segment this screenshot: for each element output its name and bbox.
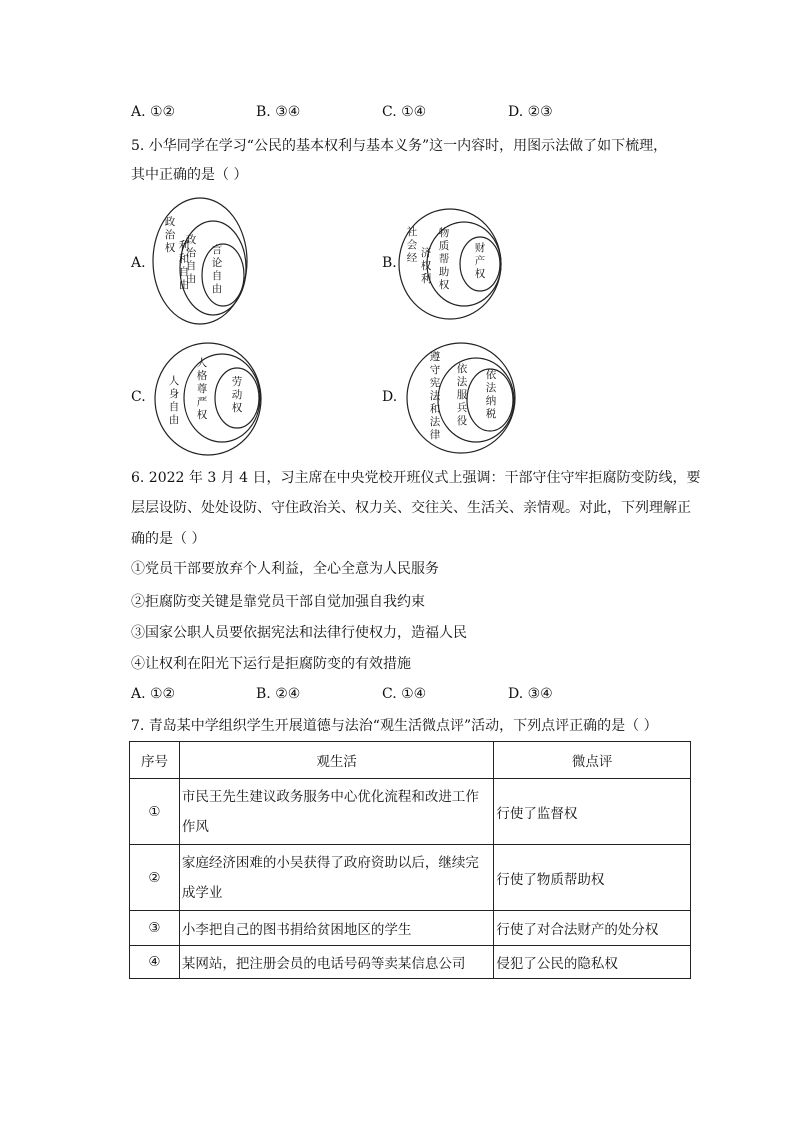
diagram-a-middle-char: 政	[185, 234, 197, 246]
table-row	[130, 779, 691, 845]
diagram-d-inner-char: 法	[485, 382, 497, 394]
row-number: ①	[130, 779, 180, 845]
diagram-b-outer-char: 会	[406, 239, 418, 251]
table-row	[130, 911, 691, 946]
q4-options	[131, 104, 691, 124]
diagram-d-middle-char: 役	[456, 415, 468, 427]
diagram-b-inner-char: 财	[474, 242, 486, 254]
diagram-b-outer-char: 利	[420, 273, 432, 285]
diagram-b-middle-char: 帮	[438, 253, 450, 265]
row-comment: 行使了物质帮助权	[494, 845, 691, 911]
diagram-c-middle-char: 人	[196, 357, 208, 369]
diagram-a-outer-char: 权	[164, 242, 176, 254]
diagram-c-outer-char: 自	[168, 401, 180, 413]
row-comment: 行使了监督权	[494, 779, 691, 845]
diagram-d-label: D.	[382, 389, 398, 405]
diagram-b	[396, 206, 504, 322]
diagram-d-outer-char: 宪	[429, 377, 441, 389]
q7-table	[129, 741, 691, 979]
diagram-d-inner-char: 纳	[485, 395, 497, 407]
diagram-b-inner-char: 产	[474, 255, 486, 267]
diagram-d-middle-char: 兵	[456, 402, 468, 414]
diagram-b-outer-char: 济	[420, 247, 432, 259]
diagram-a-outer-char: 政	[164, 216, 176, 228]
diagram-c-outer-char: 人	[168, 375, 180, 387]
diagram-d-outer-char: 遵	[429, 351, 441, 363]
diagram-c-middle-char: 尊	[196, 383, 208, 395]
header-number: 序号	[130, 742, 180, 779]
diagram-a-inner-char: 言	[211, 244, 223, 256]
diagram-a-label: A.	[131, 255, 146, 271]
q6-stem-line3: 确的是（ ）	[131, 531, 206, 547]
diagram-c-outer-char: 由	[168, 414, 180, 426]
option-b: B. ②④	[256, 686, 301, 702]
diagram-c	[152, 340, 264, 458]
diagram-a	[150, 195, 250, 328]
option-a: A. ①②	[131, 686, 176, 702]
diagram-a-inner-char: 论	[211, 257, 223, 269]
q6-item-2: ②拒腐防变关键是靠党员干部自觉加强自我约束	[131, 594, 425, 610]
diagram-c-label: C.	[131, 389, 146, 405]
diagram-a-middle-char: 治	[185, 247, 197, 259]
diagram-a-inner-char: 由	[211, 283, 223, 295]
row-life: 小李把自己的图书捐给贫困地区的学生	[179, 911, 493, 946]
diagram-d-outer-char: 律	[429, 429, 441, 441]
diagram-d	[404, 340, 518, 456]
diagram-a-outer-char: 自	[178, 266, 190, 278]
row-comment: 行使了对合法财产的处分权	[494, 911, 691, 946]
diagram-a-middle-char: 由	[185, 273, 197, 285]
diagram-c-middle-char: 严	[196, 396, 208, 408]
q6-stem-line2: 层层设防、处处设防、守住政治关、权力关、交往关、生活关、亲情观。对此，下列理解正	[131, 500, 691, 516]
row-life: 市民王先生建议政务服务中心优化流程和改进工作作风	[179, 779, 493, 845]
diagram-c-inner-char: 动	[231, 389, 243, 401]
option-c: C. ①④	[382, 686, 427, 702]
option-d: D. ②③	[508, 104, 553, 120]
diagram-b-outer-char: 经	[406, 252, 418, 264]
diagram-b-inner-char: 权	[474, 268, 486, 280]
diagram-d-inner-char: 税	[485, 408, 497, 420]
diagram-b-label: B.	[382, 255, 397, 271]
option-b: B. ③④	[256, 104, 301, 120]
q5-stem-line1: 5. 小华同学在学习“公民的基本权利与基本义务”这一内容时，用图示法做了如下梳理，	[131, 138, 668, 154]
table-header-row	[130, 742, 691, 779]
table-row	[130, 946, 691, 979]
table-row	[130, 845, 691, 911]
q6-item-3: ③国家公职人员要依据宪法和法律行使权力，造福人民	[131, 625, 467, 641]
diagram-d-middle-char: 法	[456, 376, 468, 388]
row-number: ④	[130, 946, 180, 979]
diagram-d-outer-char: 和	[429, 403, 441, 415]
q7-stem: 7. 青岛某中学组织学生开展道德与法治“观生活微点评”活动，下列点评正确的是（ ）	[131, 718, 658, 734]
diagram-b-middle-char: 权	[438, 279, 450, 291]
diagram-c-middle-char: 格	[196, 370, 208, 382]
diagram-b-middle-char: 助	[438, 266, 450, 278]
q6-item-4: ④让权利在阳光下运行是拒腐防变的有效措施	[131, 656, 411, 672]
diagram-a-outer-char: 治	[164, 229, 176, 241]
diagram-d-middle-char: 依	[456, 363, 468, 375]
diagram-d-outer-char: 法	[429, 416, 441, 428]
diagram-b-middle-char: 质	[438, 240, 450, 252]
header-comment: 微点评	[494, 742, 691, 779]
diagram-a-middle-char: 自	[185, 260, 197, 272]
diagram-c-inner-char: 劳	[231, 376, 243, 388]
diagram-c-outer-char: 身	[168, 388, 180, 400]
header-life: 观生活	[179, 742, 493, 779]
diagram-b-outer-char: 社	[406, 226, 418, 238]
diagram-a-outer-char: 由	[178, 279, 190, 291]
q6-stem-line1: 6. 2022 年 3 月 4 日，习主席在中央党校开班仪式上强调：干部守住守牢拒腐防变防线，要	[131, 470, 701, 486]
option-a: A. ①②	[131, 104, 176, 120]
row-life: 某网站，把注册会员的电话号码等卖某信息公司	[179, 946, 493, 979]
diagram-c-inner-char: 权	[231, 402, 243, 414]
option-c: C. ①④	[382, 104, 427, 120]
q6-item-1: ①党员干部要放弃个人利益，全心全意为人民服务	[131, 561, 439, 577]
option-d: D. ③④	[508, 686, 553, 702]
row-number: ②	[130, 845, 180, 911]
row-number: ③	[130, 911, 180, 946]
diagram-c-middle-char: 权	[196, 409, 208, 421]
diagram-d-outer-char: 守	[429, 364, 441, 376]
diagram-b-middle-char: 物	[438, 227, 450, 239]
diagram-d-middle-char: 服	[456, 389, 468, 401]
diagram-a-outer-char: 利	[178, 240, 190, 252]
row-comment: 侵犯了公民的隐私权	[494, 946, 691, 979]
q6-options	[131, 686, 691, 706]
diagram-d-inner-char: 依	[485, 369, 497, 381]
diagram-a-outer-char: 和	[178, 253, 190, 265]
diagram-d-outer-char: 法	[429, 390, 441, 402]
diagram-b-outer-char: 权	[420, 260, 432, 272]
diagram-a-inner-char: 自	[211, 270, 223, 282]
q5-stem-line2: 其中正确的是（ ）	[131, 167, 248, 183]
row-life: 家庭经济困难的小吴获得了政府资助以后，继续完成学业	[179, 845, 493, 911]
